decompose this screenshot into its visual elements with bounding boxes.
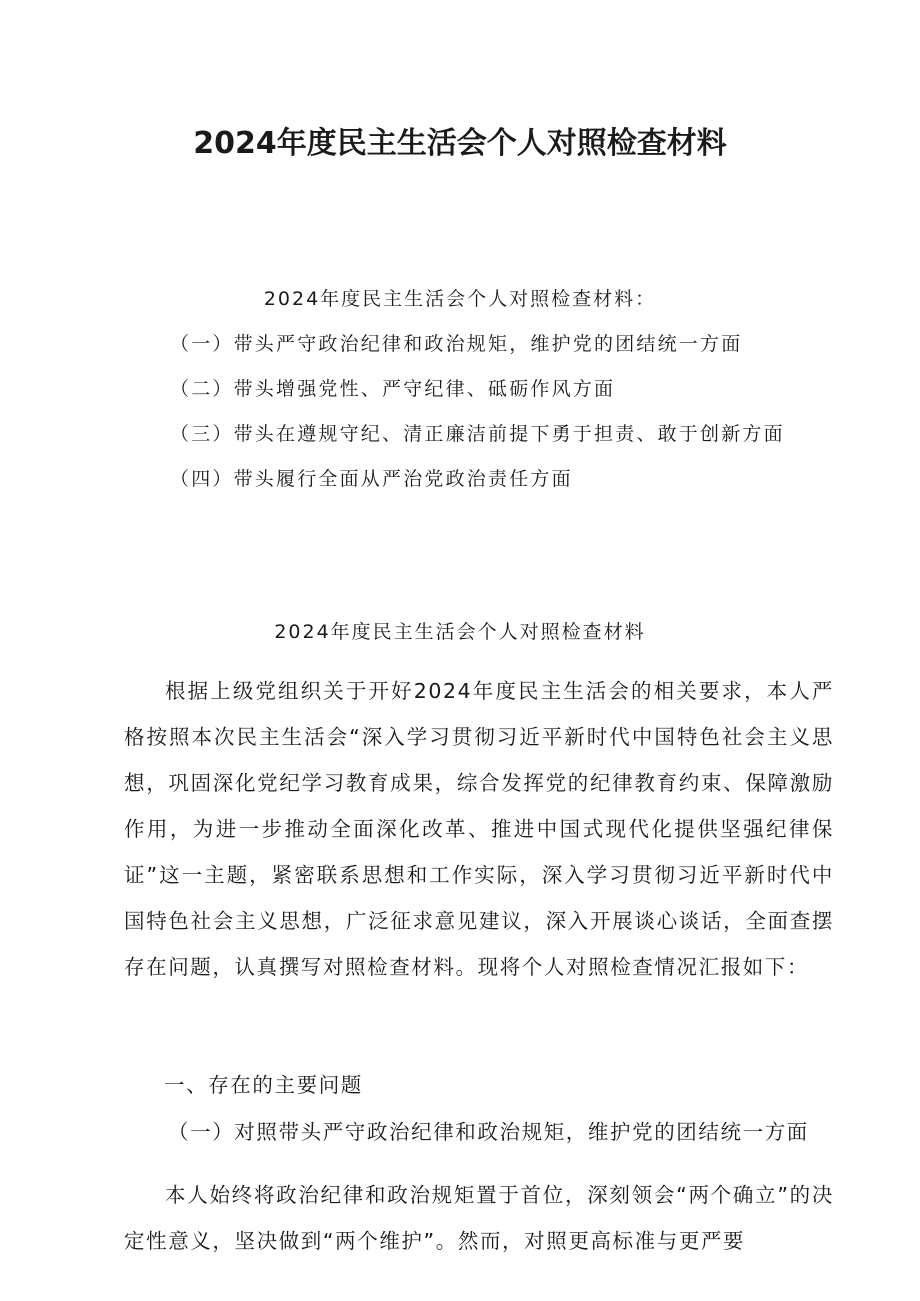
intro-paragraph: 根据上级党组织关于开好2024年度民主生活会的相关要求，本人严格按照本次民主生活会“深入学习贯彻习近平新时代中国特色社会主义思想，巩固深化党纪学习教育成果，综合发挥党的纪律教育约束、保障激励作用，为进一步推动全面深化改革、推进中国式现代化提供坚强纪律保证”这一主题，紧密联系思想和工作实际，深入学习贯彻习近平新时代中国特色社会主义思想，广泛征求意见建议，深入开展谈心谈话，全面查摆存在问题，认真撰写对照检查材料。现将个人对照检查情况汇报如下：: [124, 679, 834, 979]
toc-item: （四）带头履行全面从严治党政治责任方面: [170, 468, 573, 490]
toc-item: （三）带头在遵规守纪、清正廉洁前提下勇于担责、敢于创新方面: [170, 423, 785, 445]
toc-item: （二）带头增强党性、严守纪律、砥砺作风方面: [170, 378, 616, 400]
body-paragraph: 本人始终将政治纪律和政治规矩置于首位，深刻领会“两个确立”的决定性意义，坚决做到“两个维护”。然而，对照更高标准与更严要: [124, 1183, 834, 1253]
toc-heading: 2024年度民主生活会个人对照检查材料：: [263, 288, 657, 310]
section-heading: 一、存在的主要问题: [164, 1073, 363, 1097]
body-title: 2024年度民主生活会个人对照检查材料: [274, 621, 646, 643]
toc-item: （一）带头严守政治纪律和政治规矩，维护党的团结统一方面: [170, 333, 743, 355]
main-title: 2024年度民主生活会个人对照检查材料: [193, 126, 727, 161]
subsection-heading: （一）对照带头严守政治纪律和政治规矩，维护党的团结统一方面: [168, 1120, 809, 1144]
